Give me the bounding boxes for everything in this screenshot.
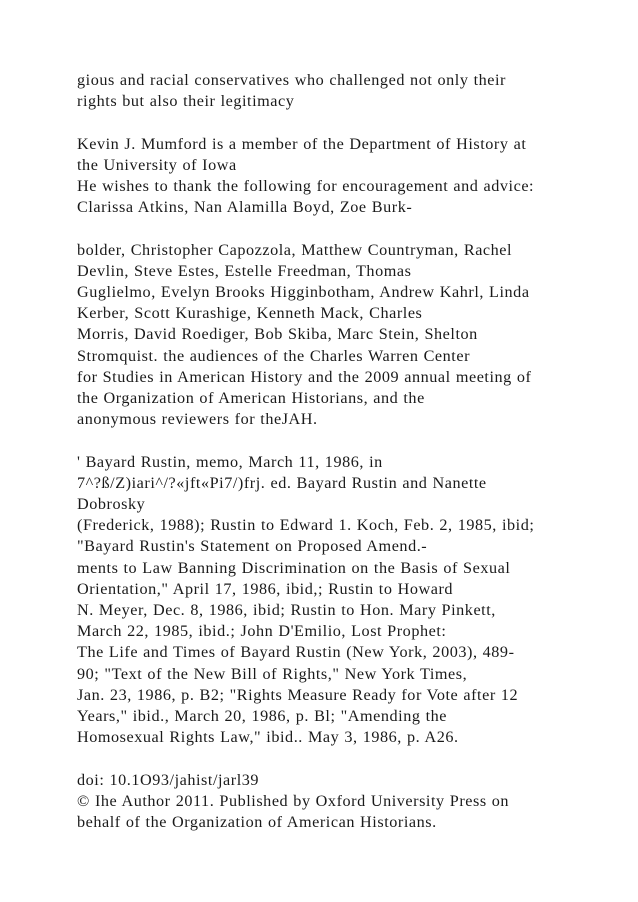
text-line: the University of Iowa [77,155,237,174]
text-line: Devlin, Steve Estes, Estelle Freedman, Thomas [77,261,412,280]
text-line: Guglielmo, Evelyn Brooks Higginbotham, Andrew Kahrl, Linda [77,283,530,301]
text-line: anonymous reviewers for theJAH. [77,410,318,429]
text-line: 7^?ß/Z)iari^/?«jft«Pi7/)frj. ed. Bayard Rustin and Nanette [77,473,487,492]
text-line: © Ihe Author 2011. Published by Oxford University Press on [77,791,510,810]
text-line: He wishes to thank the following for encouragement and advice: [77,177,535,195]
text-line: Years," ibid., March 20, 1986, p. Bl; "Amending the [77,707,448,726]
paragraph-acknowledgments [77,240,617,431]
text-line: Dobrosky [77,495,146,514]
text-line: for Studies in American History and the 2009 annual meeting of [77,367,532,386]
text-line: gious and racial conservatives who challenged not only their [77,71,506,89]
text-line: Stromquist. the audiences of the Charles Warren Center [77,346,471,365]
text-line: behalf of the Organization of American Historians. [77,813,437,832]
text-line: the Organization of American Historians, and the [77,389,425,408]
paragraph-author-note [77,134,617,219]
text-line: Homosexual Rights Law," ibid.. May 3, 1986, p. A26. [77,728,459,747]
text-line: Kerber, Scott Kurashige, Kenneth Mack, Charles [77,304,423,323]
text-line: Jan. 23, 1986, p. B2; "Rights Measure Ready for Vote after 12 [77,685,519,704]
text-line: Clarissa Atkins, Nan Alamilla Boyd, Zoe Burk- [77,198,413,217]
text-line: 90; "Text of the New Bill of Rights," New York Times, [77,664,468,683]
text-line: ments to Law Banning Discrimination on the Basis of Sexual [77,558,511,577]
text-line: Morris, David Roediger, Bob Skiba, Marc Stein, Shelton [77,325,478,344]
text-line: rights but also their legitimacy [77,92,295,111]
document-body [77,70,617,833]
paragraph-footnote-1 [77,452,617,749]
paragraph-intro-fragment [77,70,617,112]
text-line: bolder, Christopher Capozzola, Matthew Countryman, Rachel [77,240,513,259]
text-line: doi: 10.1O93/jahist/jarl39 [77,770,260,789]
text-line: March 22, 1985, ibid.; John D'Emilio, Lost Prophet: [77,622,447,641]
text-line: ' Bayard Rustin, memo, March 11, 1986, in [77,452,383,471]
text-line: (Frederick, 1988); Rustin to Edward 1. Koch, Feb. 2, 1985, ibid; [77,516,535,535]
text-line: N. Meyer, Dec. 8, 1986, ibid; Rustin to Hon. Mary Pinkett, [77,601,496,620]
text-line: Kevin J. Mumford is a member of the Department of History at [77,134,527,153]
text-line: The Life and Times of Bayard Rustin (New York, 2003), 489- [77,643,515,662]
text-line: "Bayard Rustin's Statement on Proposed Amend.- [77,537,428,556]
paragraph-doi-copyright [77,770,617,834]
text-line: Orientation," April 17, 1986, ibid,; Rustin to Howard [77,579,454,598]
